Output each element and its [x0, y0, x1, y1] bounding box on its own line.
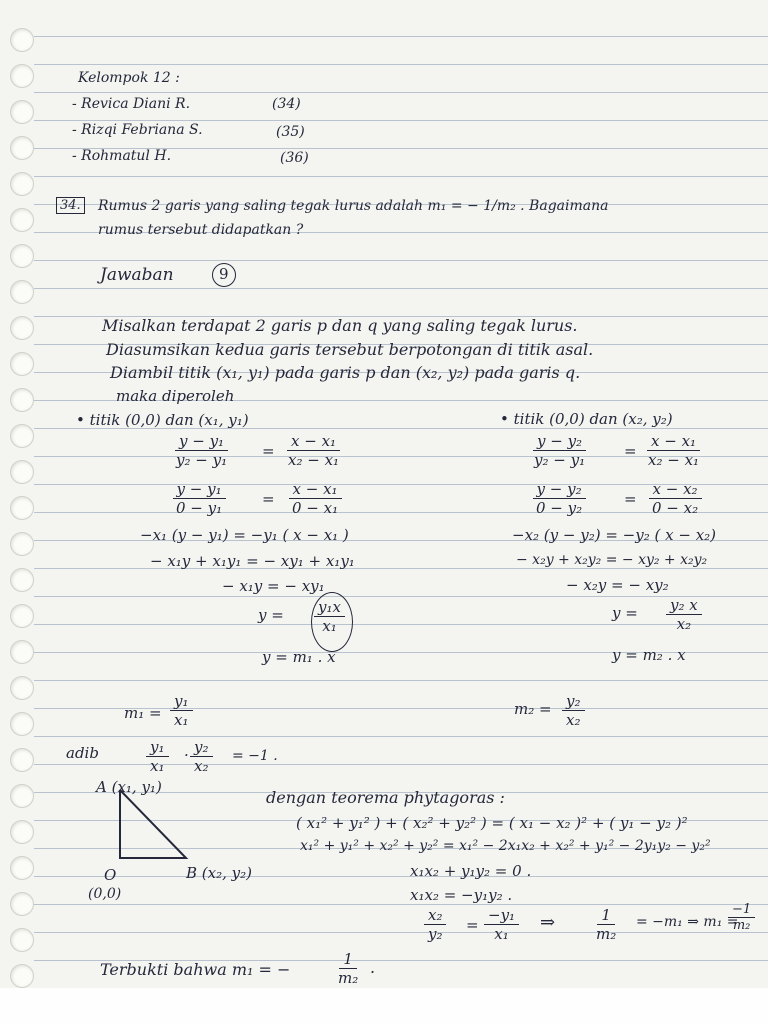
equals-sign: =	[262, 442, 275, 460]
right-fraction	[644, 432, 703, 469]
denominator: x₂ − x₁	[288, 451, 340, 469]
page-margin	[0, 988, 768, 1024]
numerator: y − y₁	[173, 480, 226, 499]
derivation-line: − x₂y = − xy₂	[566, 576, 669, 594]
denominator: x₁	[494, 925, 509, 943]
numerator: y₁x	[314, 598, 345, 617]
denominator: y₂	[428, 925, 443, 943]
member-number: (34)	[272, 96, 301, 112]
equals-sign: =	[624, 490, 637, 508]
intro-line: Misalkan terdapat 2 garis p dan q yang saling tegak lurus.	[102, 316, 578, 335]
question-line: rumus tersebut didapatkan ?	[98, 222, 304, 238]
conclusion-fraction	[334, 950, 362, 987]
member-name: - Rizqi Febriana S.	[72, 122, 203, 138]
denominator: 0 − x₁	[292, 499, 339, 517]
numerator: x − x₁	[287, 432, 340, 451]
numerator: −1	[728, 902, 755, 918]
derivation-line: y = m₂ . x	[612, 646, 686, 664]
numerator: x − x₁	[289, 480, 342, 499]
derivation-line: −x₂ (y − y₂) = −y₂ ( x − x₂)	[512, 526, 717, 544]
numerator: x₂	[424, 906, 446, 925]
slope-fraction	[170, 692, 193, 729]
numerator: y₁	[170, 692, 193, 711]
pythagoras-line: x₁² + y₁² + x₂² + y₂² = x₁² − 2x₁x₂ + x₂² + y₁² − 2y₁y₂ − y₂²	[300, 838, 711, 854]
ratio-fraction	[592, 906, 620, 943]
denominator: x₂	[676, 615, 692, 633]
numerator: y₂ x	[666, 596, 702, 615]
denominator: x₁	[174, 711, 189, 729]
group-label: Kelompok 12 :	[78, 70, 180, 86]
denominator: m₂	[732, 918, 751, 933]
left-heading: • titik (0,0) dan (x₁, y₁)	[76, 411, 249, 429]
derivation-line: −x₁ (y − y₁) = −y₁ ( x − x₁ )	[140, 526, 349, 544]
right-fraction	[288, 480, 342, 517]
derivation-lhs: y =	[612, 604, 638, 622]
denominator: x₂	[194, 757, 209, 775]
circled-score-value: 9	[219, 265, 229, 283]
point-a-label: A (x₁, y₁)	[96, 778, 162, 796]
derivation-line: − x₁y + x₁y₁ = − xy₁ + x₁y₁	[150, 552, 355, 570]
denominator: 0 − y₁	[176, 499, 223, 517]
numerator: −y₁	[484, 906, 519, 925]
pythagoras-line: x₁x₂ + y₁y₂ = 0 .	[410, 862, 532, 880]
circled-fraction	[314, 598, 345, 635]
derivation-lhs: y =	[258, 606, 284, 624]
question-line: Rumus 2 garis yang saling tegak lurus adalah m₁ = − 1/m₂ . Bagaimana	[98, 198, 609, 214]
right-triangle	[106, 786, 226, 866]
slope-lhs: m₂ =	[514, 700, 552, 718]
numerator: y − y₂	[533, 432, 586, 451]
point-b-label: B (x₂, y₂)	[186, 864, 252, 882]
conclusion-text: Terbukti bahwa m₁ = −	[100, 960, 291, 979]
intro-line: Diambil titik (x₁, y₁) pada garis p dan (x₂, y₂) pada garis q.	[110, 363, 581, 382]
ratio-fraction	[484, 906, 519, 943]
member-name: - Revica Diani R.	[72, 96, 191, 112]
intro-line: maka diperoleh	[116, 387, 235, 405]
denominator: x₂	[566, 711, 581, 729]
denominator: y₂ − y₁	[534, 451, 586, 469]
numerator: y₂	[190, 738, 213, 757]
slope-fraction	[562, 692, 585, 729]
slope-lhs: m₁ =	[124, 704, 162, 722]
derivation-fraction	[666, 596, 702, 633]
origin-label: (0,0)	[88, 886, 122, 902]
member-number: (35)	[276, 124, 305, 140]
member-name: - Rohmatul H.	[72, 148, 172, 164]
adib-fraction	[190, 738, 213, 775]
left-fraction	[172, 432, 231, 469]
ratio-middle: = −m₁ ⇒ m₁ =	[636, 914, 739, 930]
adib-fraction	[146, 738, 169, 775]
ratio-fraction	[728, 902, 755, 933]
equals-sign: =	[466, 916, 479, 934]
intro-line: Diasumsikan kedua garis tersebut berpotongan di titik asal.	[106, 340, 594, 359]
numerator: 1	[597, 906, 615, 925]
pythagoras-heading: dengan teorema phytagoras :	[266, 788, 505, 807]
right-heading: • titik (0,0) dan (x₂, y₂)	[500, 410, 673, 428]
member-number: (36)	[280, 150, 309, 166]
circled-score	[212, 263, 236, 287]
numerator: y₂	[562, 692, 585, 711]
left-fraction	[530, 432, 589, 469]
derivation-line: − x₂y + x₂y₂ = − xy₂ + x₂y₂	[516, 552, 708, 568]
left-fraction	[532, 480, 586, 517]
right-fraction	[284, 432, 343, 469]
adib-label: adib	[66, 744, 99, 762]
denominator: x₂ − x₁	[648, 451, 700, 469]
pythagoras-line: x₁x₂ = −y₁y₂ .	[410, 886, 513, 904]
derivation-line: − x₁y = − xy₁	[222, 577, 325, 595]
denominator: m₂	[338, 969, 359, 987]
numerator: y − y₂	[533, 480, 586, 499]
point-o-label: O	[104, 866, 117, 884]
numerator: 1	[339, 950, 357, 969]
question-number: 34.	[56, 197, 85, 214]
numerator: y₁	[146, 738, 169, 757]
pythagoras-line: ( x₁² + y₁² ) + ( x₂² + y₂² ) = ( x₁ − x₂ )² + ( y₁ − y₂ )²	[296, 814, 688, 832]
conclusion-end: .	[370, 958, 376, 977]
left-fraction	[172, 480, 226, 517]
ratio-fraction	[424, 906, 447, 943]
denominator: 0 − y₂	[536, 499, 583, 517]
denominator: 0 − x₂	[652, 499, 699, 517]
equals-sign: =	[624, 442, 637, 460]
denominator: x₁	[150, 757, 165, 775]
adib-tail: = −1 .	[232, 748, 278, 764]
right-fraction	[648, 480, 702, 517]
dot-operator: ·	[184, 746, 189, 764]
numerator: x − x₁	[647, 432, 700, 451]
implies-arrow-icon: ⇒	[540, 912, 556, 933]
answer-label: Jawaban	[100, 265, 174, 285]
numerator: x − x₂	[649, 480, 702, 499]
numerator: y − y₁	[175, 432, 228, 451]
denominator: y₂ − y₁	[176, 451, 228, 469]
derivation-line: y = m₁ . x	[262, 648, 336, 666]
equals-sign: =	[262, 490, 275, 508]
denominator: x₁	[322, 617, 337, 635]
denominator: m₂	[596, 925, 617, 943]
